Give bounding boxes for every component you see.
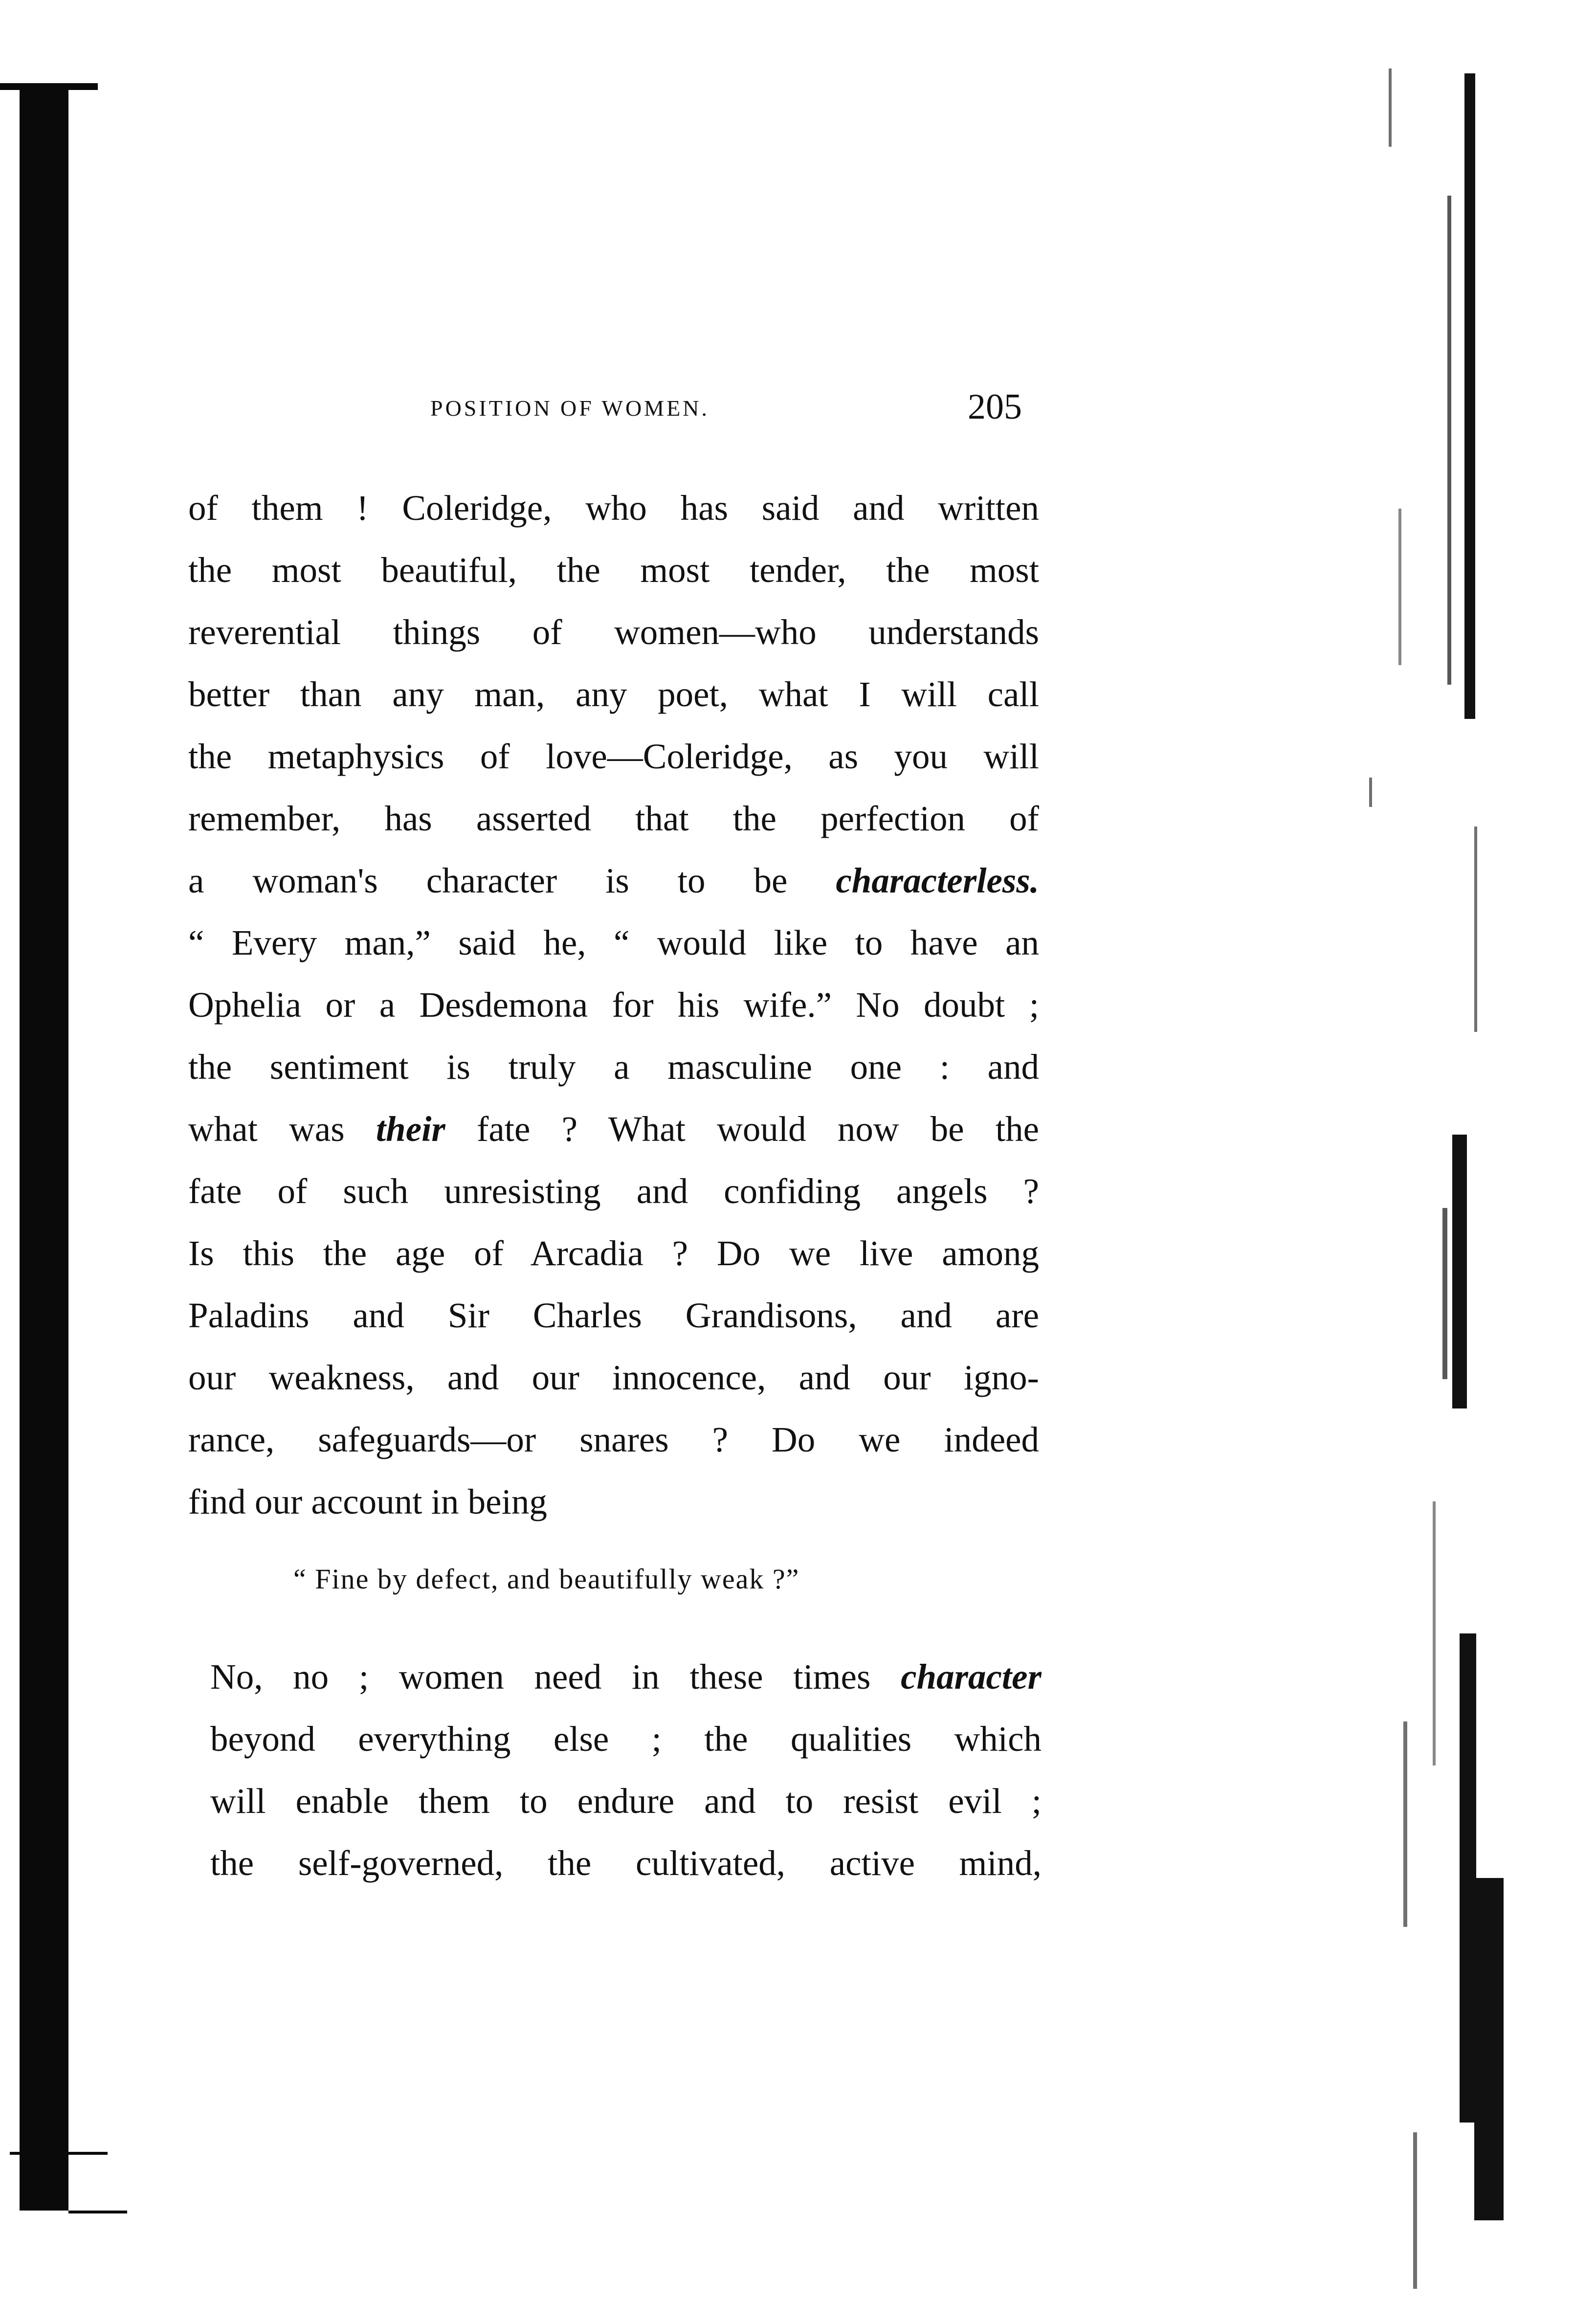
text-segment: fate ? What would now be the bbox=[477, 1109, 1039, 1149]
bleed-strip bbox=[1413, 2132, 1417, 2289]
text-line bbox=[188, 849, 1039, 912]
bleed-strip bbox=[1474, 1878, 1504, 2220]
body-text bbox=[188, 477, 1039, 1533]
text-line: Paladins and Sir Charles Grandisons, and are bbox=[188, 1296, 1039, 1335]
italic-word: character bbox=[901, 1657, 1042, 1697]
text-line: the self-governed, the cultivated, active mind, bbox=[210, 1843, 1042, 1883]
italic-word: their bbox=[376, 1109, 445, 1149]
text-line bbox=[210, 1646, 1042, 1708]
bleed-strip bbox=[1464, 73, 1475, 719]
text-segment: a woman's character is to be bbox=[188, 861, 788, 900]
italic-word: characterless. bbox=[836, 861, 1039, 900]
text-segment: what was bbox=[188, 1109, 345, 1149]
binding-shadow bbox=[20, 83, 68, 2211]
bleed-strip bbox=[1389, 68, 1392, 147]
bleed-strip bbox=[1403, 1721, 1407, 1927]
text-line: Ophelia or a Desdemona for his wife.” No doubt ; bbox=[188, 985, 1039, 1025]
text-line: of them ! Coleridge, who has said and written bbox=[188, 488, 1039, 528]
text-line: Is this the age of Arcadia ? Do we live among bbox=[188, 1233, 1039, 1273]
body-text-continued bbox=[210, 1646, 1042, 1894]
bleed-strip bbox=[1369, 778, 1372, 807]
bleed-strip bbox=[1460, 1633, 1476, 2123]
text-line: our weakness, and our innocence, and our igno- bbox=[188, 1358, 1039, 1397]
text-line: remember, has asserted that the perfection of bbox=[188, 799, 1039, 838]
bleed-strip bbox=[1447, 196, 1451, 685]
running-head bbox=[430, 386, 1022, 430]
binding-shadow-mark bbox=[10, 2152, 108, 2155]
page-edge-bleed bbox=[1359, 68, 1535, 2250]
text-line: rance, safeguards—or snares ? Do we indeed bbox=[188, 1420, 1039, 1459]
text-segment: No, no ; women need in these times bbox=[210, 1657, 871, 1697]
text-line: will enable them to endure and to resist evil ; bbox=[210, 1781, 1042, 1821]
binding-shadow-base bbox=[68, 2211, 127, 2213]
text-line: “ Every man,” said he, “ would like to have an bbox=[188, 923, 1039, 962]
bleed-strip bbox=[1433, 1501, 1436, 1765]
bleed-strip bbox=[1452, 1135, 1467, 1408]
text-line: the metaphysics of love—Coleridge, as you will bbox=[188, 737, 1039, 776]
text-line: reverential things of women—who understands bbox=[188, 612, 1039, 652]
bleed-strip bbox=[1442, 1208, 1447, 1379]
text-line bbox=[188, 1098, 1039, 1160]
running-title: POSITION OF WOMEN. bbox=[430, 396, 709, 421]
verse-quotation: “ Fine by defect, and beautifully weak ?” bbox=[293, 1563, 800, 1595]
text-line: find our account in being bbox=[188, 1482, 547, 1521]
page-number: 205 bbox=[968, 387, 1022, 427]
text-line: the most beautiful, the most tender, the most bbox=[188, 550, 1039, 590]
text-line: beyond everything else ; the qualities which bbox=[210, 1719, 1042, 1759]
bleed-strip bbox=[1398, 509, 1401, 665]
text-line: better than any man, any poet, what I will call bbox=[188, 674, 1039, 714]
text-line: fate of such unresisting and confiding angels ? bbox=[188, 1171, 1039, 1211]
bleed-strip bbox=[1474, 827, 1477, 1032]
text-line: the sentiment is truly a masculine one : and bbox=[188, 1047, 1039, 1087]
